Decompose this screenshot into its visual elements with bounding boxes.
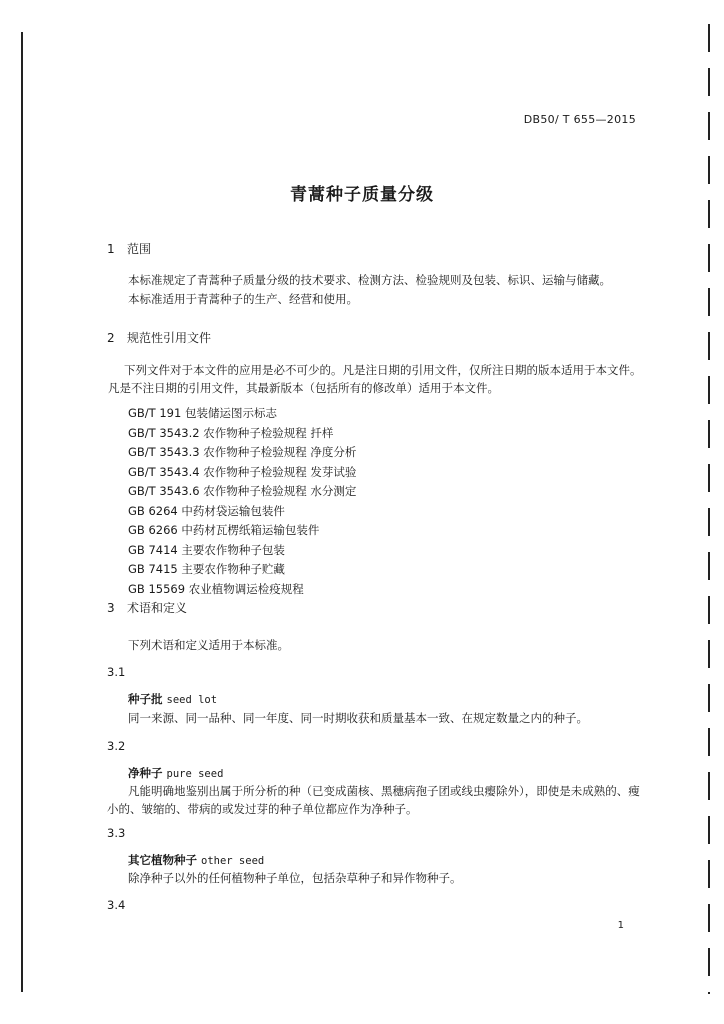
term-number: 3.4 (107, 898, 126, 912)
paragraph-line: 本标准适用于青蒿种子的生产、经营和使用。 (128, 292, 358, 306)
document-title: 青蒿种子质量分级 (290, 185, 434, 205)
page-number: 1 (617, 920, 624, 931)
standard-number: DB50/ T 655—2015 (523, 113, 636, 126)
paragraph-line: 本标准规定了青蒿种子质量分级的技术要求、检测方法、检验规则及包装、标识、运输与储藏。 (128, 273, 611, 287)
reference-item: GB/T 191 包装储运图示标志 (128, 406, 277, 420)
section-title: 规范性引用文件 (127, 331, 212, 345)
paragraph-text: 下列文件对于本文件的应用是必不可少的。凡是注日期的引用文件，仅所注日期的版本适用于本文件。凡是不注日期的引用文件，其最新版本（包括所有的修改单）适用于本文件。 (108, 363, 642, 395)
term-heading (128, 852, 264, 868)
reference-item: GB 6264 中药材袋运输包装件 (128, 503, 285, 518)
term-chinese: 净种子 (128, 766, 163, 780)
reference-list (128, 404, 356, 599)
term-definition (107, 709, 647, 727)
term-english: pure seed (166, 768, 224, 780)
reference-item: GB 7414 主要农作物种子包装 (128, 542, 285, 557)
reference-item: GB 7415 主要农作物种子贮藏 (128, 562, 285, 576)
section-2-heading (107, 329, 211, 346)
definition-text: 同一来源、同一品种、同一年度、同一时期收获和质量基本一致、在规定数量之内的种子。 (128, 711, 588, 725)
term-chinese: 种子批 (128, 692, 163, 706)
term-definition (107, 869, 647, 887)
paragraph-line: 下列术语和定义适用于本标准。 (128, 638, 289, 652)
term-number: 3.3 (107, 826, 126, 840)
term-english: seed lot (166, 694, 218, 706)
section-3-heading (107, 599, 187, 616)
scan-right-edge (708, 24, 710, 994)
section-number: 2 (107, 331, 115, 345)
reference-item: GB 6266 中药材瓦楞纸箱运输包装件 (128, 523, 320, 537)
term-definition (107, 782, 647, 818)
reference-item: GB/T 3543.3 农作物种子检验规程 净度分析 (128, 445, 357, 459)
section-number: 1 (107, 242, 115, 256)
reference-item: GB/T 3543.2 农作物种子检验规程 扦样 (128, 425, 334, 440)
term-english: other seed (201, 855, 265, 867)
paragraph (108, 361, 648, 397)
term-number: 3.2 (107, 739, 126, 753)
term-number: 3.1 (107, 665, 126, 679)
term-heading (128, 691, 217, 707)
section-title: 范围 (127, 242, 152, 256)
definition-text: 除净种子以外的任何植物种子单位，包括杂草种子和异作物种子。 (128, 871, 462, 885)
term-chinese: 其它植物种子 (128, 853, 197, 867)
section-number: 3 (107, 601, 115, 615)
reference-item: GB 15569 农业植物调运检疫规程 (128, 581, 304, 596)
reference-item: GB/T 3543.6 农作物种子检验规程 水分测定 (128, 484, 357, 498)
section-title: 术语和定义 (127, 601, 188, 615)
scan-left-edge (21, 32, 23, 992)
reference-item: GB/T 3543.4 农作物种子检验规程 发芽试验 (128, 464, 357, 479)
term-heading (128, 765, 223, 781)
section-1-heading (107, 240, 151, 257)
definition-text: 凡能明确地鉴别出属于所分析的种（已变成菌核、黑穗病孢子团或线虫瘿除外），即使是未成熟的、瘦小的、皱缩的、带病的或发过芽的种子单位都应作为净种子。 (107, 784, 640, 816)
